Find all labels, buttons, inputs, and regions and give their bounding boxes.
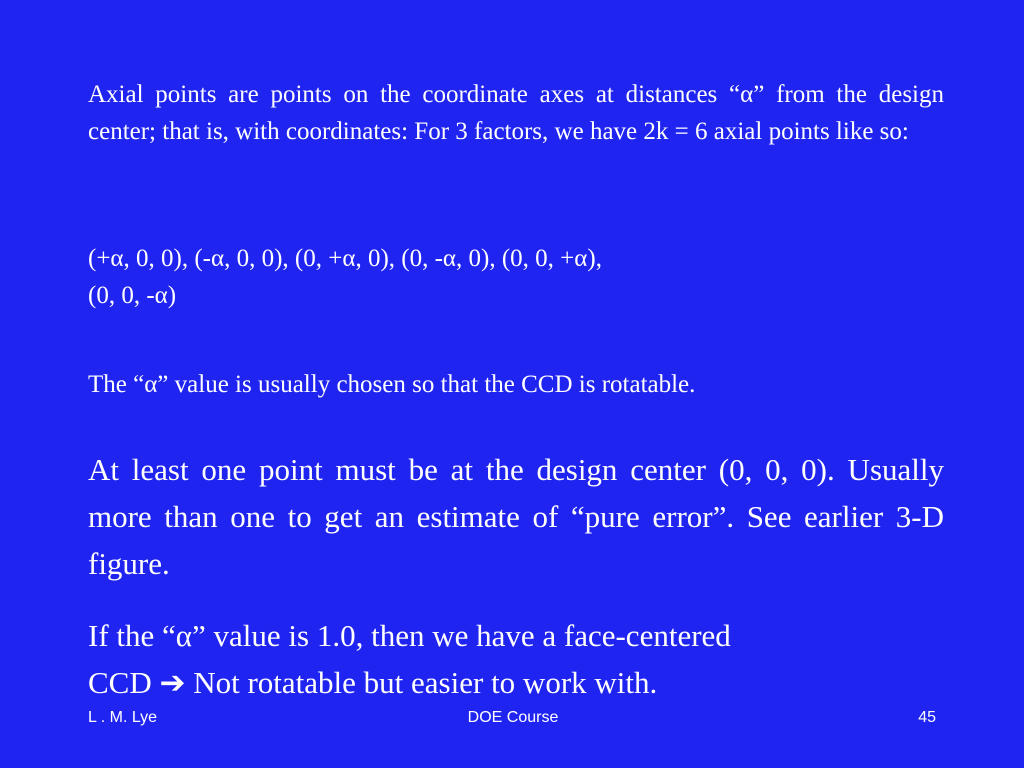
center-point-note: At least one point must be at the design center (0, 0, 0). Usually more than one to get an estimate of “pure error”. See earlier 3-D figure. [88, 452, 944, 581]
right-arrow-icon: ➔ [159, 665, 186, 701]
footer-author: L . M. Lye [88, 709, 158, 726]
axial-points-list [88, 240, 944, 314]
face-centered-line-2 [88, 659, 944, 707]
footer-course: DOE Course [467, 709, 559, 726]
footer-page-number: 45 [918, 709, 936, 726]
face-centered-line-1: If the “α” value is 1.0, then we have a face-centered [88, 618, 731, 653]
axial-points-line-2: (0, 0, -α) [88, 282, 177, 309]
face-centered-conclusion: Not rotatable but easier to work with. [193, 665, 658, 700]
face-centered-note [88, 612, 944, 707]
face-centered-ccd: CCD [88, 665, 152, 700]
axial-points-line-1: (+α, 0, 0), (-α, 0, 0), (0, +α, 0), (0, -α, 0), (0, 0, +α), [88, 245, 602, 272]
axial-points-definition: Axial points are points on the coordinate axes at distances “α” from the design center; that is, with coordinates: For 3 factors, we have 2k = 6 axial points like so: [88, 81, 944, 145]
rotatable-note: The “α” value is usually chosen so that the CCD is rotatable. [88, 371, 696, 398]
